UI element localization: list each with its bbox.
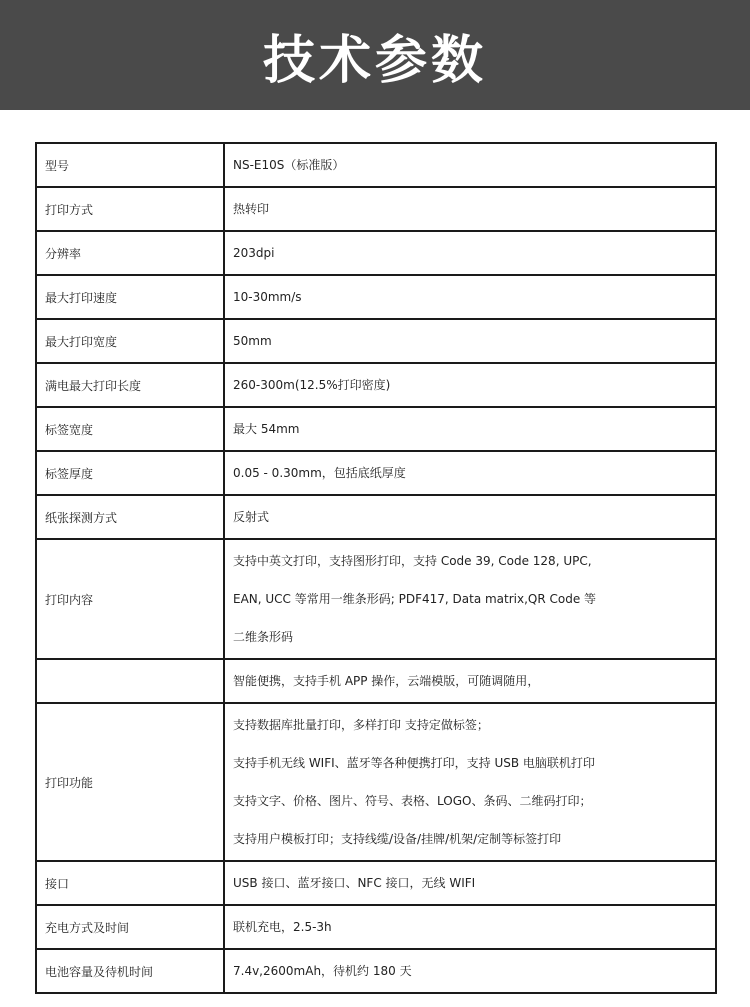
spec-row bbox=[36, 949, 716, 993]
spec-row bbox=[36, 495, 716, 539]
spec-label: 型号 bbox=[36, 143, 224, 187]
spec-value-line: 联机充电，2.5-3h bbox=[233, 920, 332, 934]
spec-row bbox=[36, 143, 716, 187]
spec-value-line: 260-300m(12.5%打印密度) bbox=[233, 378, 391, 392]
spec-row bbox=[36, 703, 716, 861]
spec-value-line: 支持手机无线 WIFI、蓝牙等各种便携打印，支持 USB 电脑联机打印 bbox=[233, 756, 595, 770]
spec-value-line: USB 接口、蓝牙接口、NFC 接口，无线 WIFI bbox=[233, 876, 476, 890]
spec-value bbox=[224, 187, 716, 231]
spec-value bbox=[224, 231, 716, 275]
spec-value-line: NS-E10S（标准版） bbox=[233, 158, 345, 172]
spec-label: 打印内容 bbox=[36, 539, 224, 659]
spec-value bbox=[224, 319, 716, 363]
spec-label: 纸张探测方式 bbox=[36, 495, 224, 539]
spec-value bbox=[224, 703, 716, 861]
spec-value-line: 支持用户模板打印；支持线缆/设备/挂牌/机架/定制等标签打印 bbox=[233, 832, 562, 846]
spec-value-line: 7.4v,2600mAh，待机约 180 天 bbox=[233, 964, 412, 978]
spec-value bbox=[224, 905, 716, 949]
spec-value bbox=[224, 143, 716, 187]
spec-value-line: EAN, UCC 等常用一维条形码; PDF417, Data matrix,QR Code 等 bbox=[233, 592, 597, 606]
spec-label: 满电最大打印长度 bbox=[36, 363, 224, 407]
spec-label: 打印方式 bbox=[36, 187, 224, 231]
spec-label bbox=[36, 659, 224, 703]
spec-label: 接口 bbox=[36, 861, 224, 905]
spec-row bbox=[36, 231, 716, 275]
spec-value bbox=[224, 407, 716, 451]
spec-label: 标签宽度 bbox=[36, 407, 224, 451]
spec-row bbox=[36, 363, 716, 407]
spec-value-line: 50mm bbox=[233, 334, 272, 348]
spec-value bbox=[224, 949, 716, 993]
page-title: 技术参数 bbox=[262, 30, 487, 91]
spec-value bbox=[224, 363, 716, 407]
spec-label: 电池容量及待机时间 bbox=[36, 949, 224, 993]
spec-row bbox=[36, 451, 716, 495]
spec-value-line: 支持中英文打印，支持图形打印，支持 Code 39, Code 128, UPC, bbox=[233, 554, 592, 568]
spec-row bbox=[36, 659, 716, 703]
spec-value-line: 智能便携，支持手机 APP 操作，云端模版，可随调随用， bbox=[233, 674, 540, 688]
spec-value-line: 热转印 bbox=[233, 202, 270, 216]
spec-value-line: 最大 54mm bbox=[233, 422, 300, 436]
spec-value bbox=[224, 659, 716, 703]
spec-table-body bbox=[36, 143, 716, 993]
spec-row bbox=[36, 905, 716, 949]
spec-row bbox=[36, 319, 716, 363]
spec-value-line: 203dpi bbox=[233, 246, 275, 260]
spec-label: 标签厚度 bbox=[36, 451, 224, 495]
spec-row bbox=[36, 407, 716, 451]
spec-label: 最大打印宽度 bbox=[36, 319, 224, 363]
spec-value-line: 支持文字、价格、图片、符号、表格、LOGO、条码、二维码打印； bbox=[233, 794, 592, 808]
spec-value-line: 10-30mm/s bbox=[233, 290, 302, 304]
spec-label: 分辨率 bbox=[36, 231, 224, 275]
spec-label: 最大打印速度 bbox=[36, 275, 224, 319]
spec-value bbox=[224, 539, 716, 659]
spec-table bbox=[35, 142, 717, 994]
spec-label: 打印功能 bbox=[36, 703, 224, 861]
spec-value bbox=[224, 451, 716, 495]
spec-value-line: 二维条形码 bbox=[233, 630, 294, 644]
spec-value-line: 0.05 - 0.30mm，包括底纸厚度 bbox=[233, 466, 406, 480]
spec-value bbox=[224, 861, 716, 905]
spec-value bbox=[224, 275, 716, 319]
spec-row bbox=[36, 861, 716, 905]
spec-value bbox=[224, 495, 716, 539]
spec-value-line: 反射式 bbox=[233, 510, 270, 524]
spec-label: 充电方式及时间 bbox=[36, 905, 224, 949]
spec-row bbox=[36, 275, 716, 319]
title-banner bbox=[0, 0, 750, 110]
spec-row bbox=[36, 187, 716, 231]
spec-row bbox=[36, 539, 716, 659]
spec-value-line: 支持数据库批量打印，多样打印 支持定做标签； bbox=[233, 718, 489, 732]
